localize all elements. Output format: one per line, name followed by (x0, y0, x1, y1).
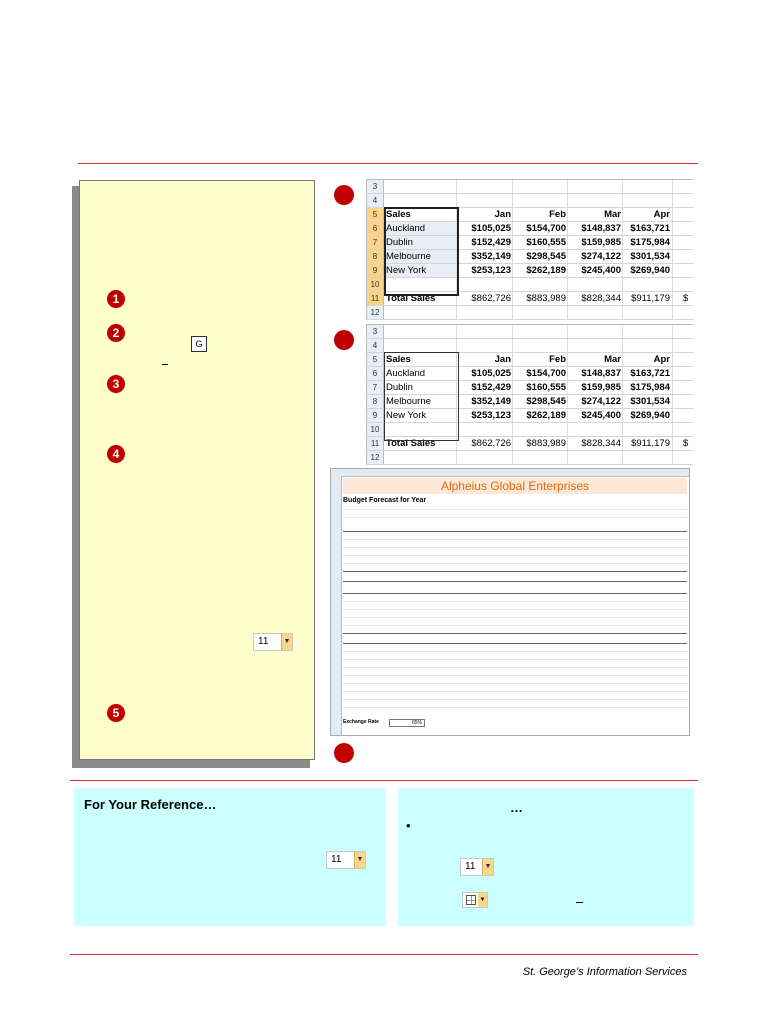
sheet-row: 3 (367, 180, 693, 194)
workbook-subtitle: Budget Forecast for Year (343, 497, 427, 504)
font-size-value: 11 (258, 636, 269, 647)
sheet-row: 12 (367, 451, 693, 465)
sheet-row: 10 (367, 423, 693, 437)
border-outline (384, 352, 459, 441)
sheet-row: 4 (367, 339, 693, 353)
sheet-row: 8 Melbourne $352,149 $298,545 $274,122 $301,534 (367, 395, 693, 409)
exchange-rate-value: 65% (389, 719, 425, 727)
marker-dot-3 (334, 743, 354, 763)
marker-dot-2 (334, 330, 354, 350)
footer-rule (70, 954, 698, 955)
font-size-box[interactable] (460, 858, 494, 876)
header-rule (78, 163, 698, 164)
sheet-row: 5 Sales Jan Feb Mar Apr (367, 353, 693, 367)
sheet-row: 7 Dublin $152,429 $160,555 $159,985 $175,984 (367, 381, 693, 395)
exchange-rate-label: Exchange Rate (343, 719, 379, 725)
step-2-badge: 2 (107, 324, 125, 342)
sheet-row: 6 Auckland $105,025 $154,700 $148,837 $163,721 (367, 367, 693, 381)
chevron-down-icon[interactable]: ▼ (354, 852, 365, 868)
sheet-row: 8 Melbourne $352,149 $298,545 $274,122 $301,534 (367, 250, 693, 264)
column-headers (331, 469, 689, 477)
sheet-row: 10 (367, 278, 693, 292)
chevron-down-icon[interactable]: ▼ (482, 859, 493, 875)
sheet-row: 9 New York $253,123 $262,189 $245,400 $269,940 (367, 409, 693, 423)
instruction-panel (79, 180, 315, 760)
marker-dot-1 (334, 185, 354, 205)
tips-box (398, 788, 694, 926)
font-size-value: 11 (465, 861, 476, 872)
reference-title: For Your Reference… (84, 797, 217, 812)
chevron-down-icon[interactable]: ▼ (478, 893, 487, 907)
reference-box (74, 788, 386, 926)
sheet-row: 11 Total Sales $862,726 $883,989 $828,344 $911,179 $ (367, 292, 693, 306)
step-5-badge: 5 (107, 704, 125, 722)
workbook-preview (330, 468, 690, 736)
font-size-value: 11 (331, 854, 342, 865)
sheet-row: 9 New York $253,123 $262,189 $245,400 $269,940 (367, 264, 693, 278)
section-rule (70, 780, 698, 781)
bullet: • (406, 818, 411, 833)
sheet-row: 11 Total Sales $862,726 $883,989 $828,344 $911,179 $ (367, 437, 693, 451)
borders-icon[interactable] (462, 892, 488, 908)
selection-outline (384, 207, 459, 296)
keyboard-key-g: G (191, 336, 207, 352)
sheet-row: 5 Sales Jan Feb Mar Apr (367, 208, 693, 222)
sheet-row: 6 Auckland $105,025 $154,700 $148,837 $163,721 (367, 222, 693, 236)
sheet-row: 3 (367, 325, 693, 339)
footer-text: St. George’s Information Services (522, 966, 687, 978)
step-4-badge: 4 (107, 445, 125, 463)
chevron-down-icon[interactable]: ▼ (281, 634, 292, 650)
step-1-badge: 1 (107, 290, 125, 308)
spreadsheet-selected-range (366, 179, 693, 320)
workbook-title: Alpheius Global Enterprises (343, 478, 687, 494)
row-headers (331, 476, 342, 735)
step-3-badge: 3 (107, 375, 125, 393)
sheet-row: 4 (367, 194, 693, 208)
spreadsheet-bordered-range (366, 324, 693, 465)
font-size-box[interactable] (326, 851, 366, 869)
tips-title: … (510, 800, 523, 815)
underline-mark (576, 902, 583, 903)
sheet-row: 12 (367, 306, 693, 320)
sheet-row: 7 Dublin $152,429 $160,555 $159,985 $175,984 (367, 236, 693, 250)
font-size-box[interactable] (253, 633, 293, 651)
underline-mark (162, 364, 168, 365)
